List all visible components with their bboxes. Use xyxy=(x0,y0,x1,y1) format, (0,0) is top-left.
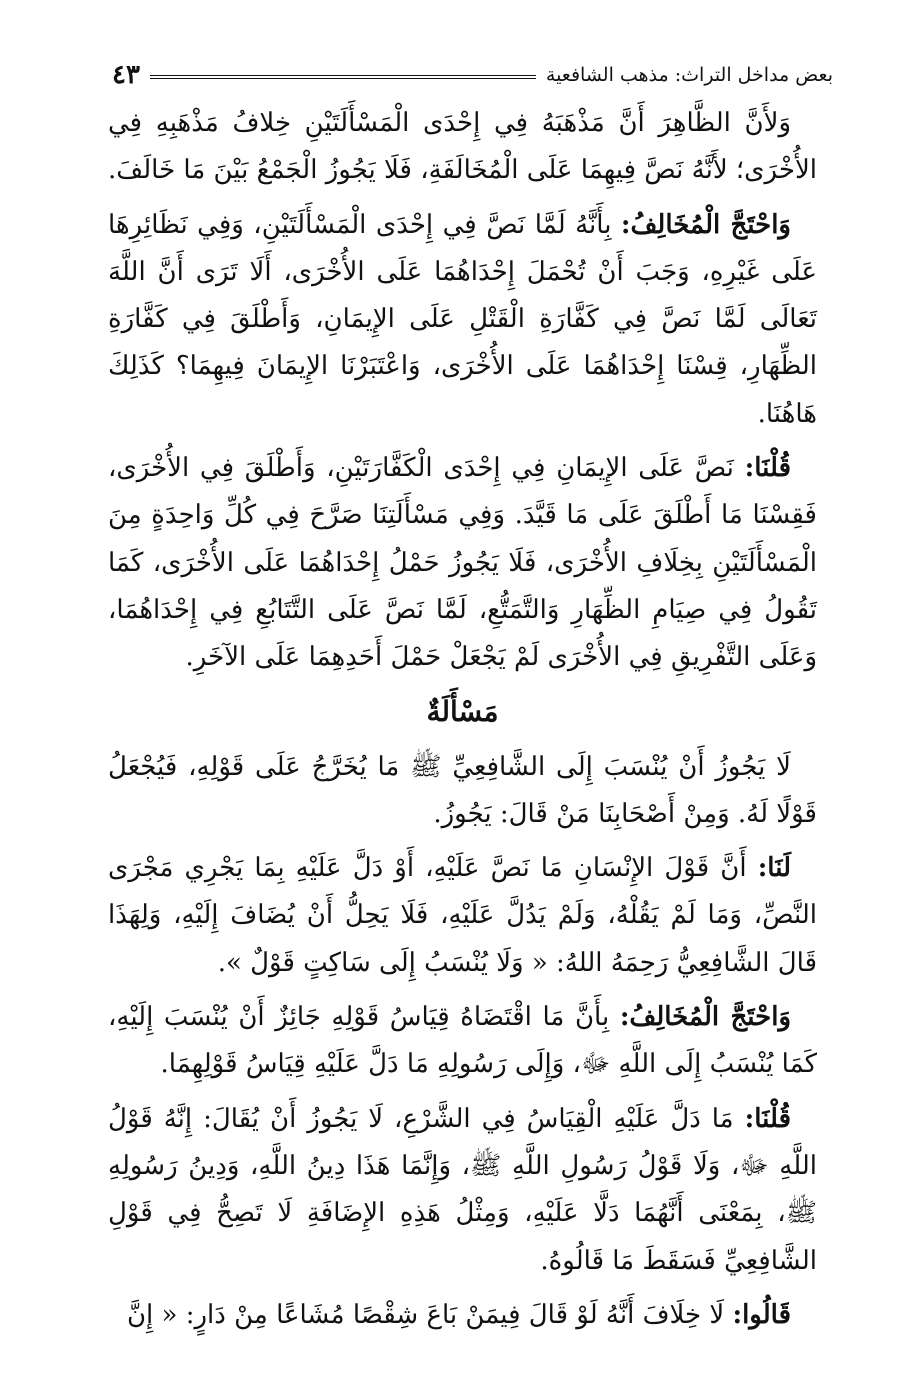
paragraph xyxy=(108,744,817,839)
paragraph-text: وَلأَنَّ الظَّاهِرَ أَنَّ مَذْهَبَهُ فِي إِحْدَى الْمَسْأَلَتَيْنِ خِلافُ مَذْهَبِهِ فِي الأُخْرَى؛ لأَنَّهُ نَصَّ فِيهِمَا عَلَى الْمُخَالَفَةِ، فَلَا يَجُوزُ الْجَمْعُ بَيْنَ مَا خَالَفَ. xyxy=(108,108,817,186)
page-number: ٤٣ xyxy=(112,60,140,90)
paragraph-text: نَصَّ عَلَى الإِيمَانِ فِي إِحْدَى الْكَفَّارَتَيْنِ، وَأَطْلَقَ فِي الأُخْرَى، فَقِسْنَا مَا أَطْلَقَ عَلَى مَا قَيَّدَ. وَفِي مَسْأَلَتِنَا صَرَّحَ فِي كُلِّ وَاحِدَةٍ مِنَ الْمَسْأَلَتَيْنِ بِخِلَافِ الأُخْرَى، فَلَا يَجُوزُ حَمْلُ إِحْدَاهُمَا عَلَى الأُخْرَى، كَمَا تَقُولُ فِي صِيَامِ الظِّهَارِ وَالتَّمَتُّعِ، لَمَّا نَصَّ عَلَى التَّتَابُعِ فِي إِحْدَاهُمَا، وَعَلَى التَّفْرِيقِ فِي الأُخْرَى لَمْ يَجْعَلْ حَمْلَ أَحَدِهِمَا عَلَى الآخَرِ. xyxy=(108,453,817,673)
running-header xyxy=(112,58,833,92)
paragraph-text: بِأَنَّهُ لَمَّا نَصَّ فِي إِحْدَى الْمَسْأَلَتَيْنِ، وَفِي نَظَائِرِهَا عَلَى غَيْرِهِ، وَجَبَ أَنْ تُحْمَلَ إِحْدَاهُمَا عَلَى الأُخْرَى، أَلَا تَرَى أَنَّ اللَّهَ تَعَالَى لَمَّا نَصَّ فِي كَفَّارَةِ الْقَتْلِ عَلَى الإِيمَانِ، وَأَطْلَقَ فِي كَفَّارَةِ الظِّهَارِ، قِسْنَا إِحْدَاهُمَا عَلَى الأُخْرَى، وَاعْتَبَرْنَا الإِيمَانَ فِيهِمَا؟ كَذَلِكَ هَاهُنَا. xyxy=(108,209,817,429)
running-title: بعض مداخل التراث: مذهب الشافعية xyxy=(545,64,833,86)
paragraph-text: أَنَّ قَوْلَ الإِنْسَانِ مَا نَصَّ عَلَيْهِ، أَوْ دَلَّ عَلَيْهِ بِمَا يَجْرِي مَجْرَى النَّصِّ، وَمَا لَمْ يَقُلْهُ، وَلَمْ يَدُلَّ عَلَيْهِ، فَلَا يَحِلُّ أَنْ يُضَافَ إِلَيْهِ، وَلِهَذَا قَالَ الشَّافِعِيُّ رَحِمَهُ اللهُ: « وَلَا يُنْسَبُ إِلَى سَاكِتٍ قَوْلٌ ». xyxy=(108,853,817,978)
paragraph-lead: وَاحْتَجَّ الْمُخَالِفُ: xyxy=(620,209,791,240)
paragraph xyxy=(108,202,817,438)
paragraph-text: مَا دَلَّ عَلَيْهِ الْقِيَاسُ فِي الشَّرْعِ، لَا يَجُوزُ أَنْ يُقَالَ: إِنَّهُ قَوْلُ اللَّهِ ﷻ، وَلَا قَوْلُ رَسُولِ اللَّهِ ﷺ، وَإِنَّمَا هَذَا دِينُ اللَّهِ، وَدِينُ رَسُولِهِ ﷺ، بِمَعْنَى أَنَّهُمَا دَلَّا عَلَيْهِ، وَمِثْلُ هَذِهِ الإِضَافَةِ لَا تَصِحُّ فِي قَوْلِ الشَّافِعِيِّ فَسَقَطَ مَا قَالُوهُ. xyxy=(108,1103,817,1276)
paragraph-text: لَا يَجُوزُ أَنْ يُنْسَبَ إِلَى الشَّافِعِيِّ ﷺ مَا يُخَرَّجُ عَلَى قَوْلِهِ، فَيُجْعَلُ قَوْلًا لَهُ. وَمِنْ أَصْحَابِنَا مَنْ قَالَ: يَجُوزُ. xyxy=(108,751,817,829)
paragraph xyxy=(108,845,817,987)
paragraph-lead: قَالُوا: xyxy=(732,1299,791,1330)
paragraph xyxy=(108,1096,817,1285)
header-rule xyxy=(150,75,536,79)
body-text xyxy=(108,100,817,1346)
paragraph xyxy=(108,445,817,681)
paragraph-lead: لَنَا: xyxy=(757,853,791,884)
paragraph xyxy=(108,994,817,1089)
paragraph-lead: قُلْنَا: xyxy=(744,1103,791,1134)
paragraph-text: لَا خِلَافَ أَنَّهُ لَوْ قَالَ فِيمَنْ بَاعَ شِقْصًا مُشَاعًا مِنْ دَارٍ: « إِنَّ xyxy=(126,1299,733,1330)
paragraph xyxy=(108,1292,817,1339)
paragraph-lead: وَاحْتَجَّ الْمُخَالِفُ: xyxy=(619,1002,791,1033)
paragraph-lead: قُلْنَا: xyxy=(744,453,791,484)
section-heading: مَسْأَلَةٌ xyxy=(426,694,499,728)
paragraph-text: بِأَنَّ مَا اقْتَضَاهُ قِيَاسُ قَوْلِهِ جَائِزٌ أَنْ يُنْسَبَ إِلَيْهِ، كَمَا يُنْسَبُ إِلَى اللَّهِ ﷻ، وَإِلَى رَسُولِهِ مَا دَلَّ عَلَيْهِ قِيَاسُ قَوْلِهِمَا. xyxy=(108,1002,817,1080)
paragraph xyxy=(108,100,817,195)
